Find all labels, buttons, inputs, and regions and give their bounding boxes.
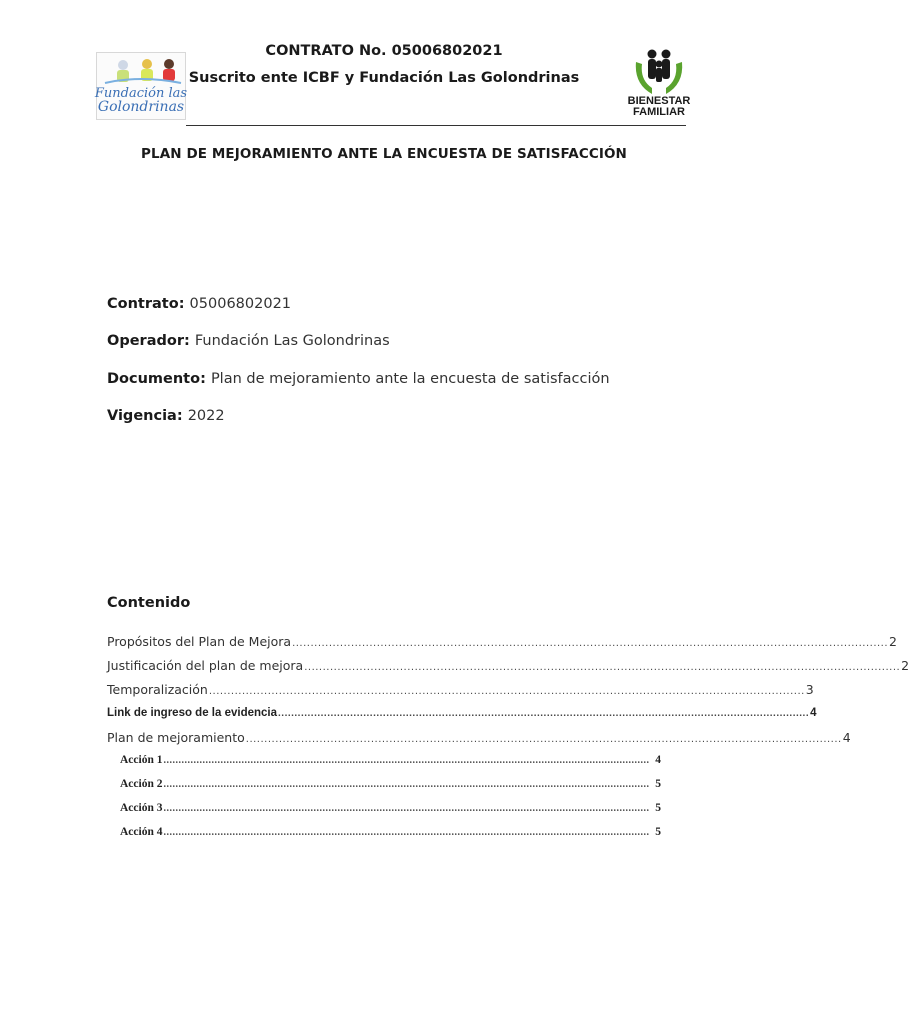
field-value: 05006802021 — [189, 296, 292, 312]
bienestar-text: BIENESTAR — [627, 95, 691, 107]
field-value: 2022 — [187, 408, 225, 424]
toc-page-number: 4 — [842, 730, 851, 745]
toc-page-number: 3 — [805, 682, 814, 697]
toc-leader: .................................................................................................................................................................. — [163, 827, 650, 838]
toc-entry-label: Justificación del plan de mejora — [107, 658, 304, 673]
fundacion-golondrinas-logo — [96, 52, 186, 120]
toc-entry-accion-3[interactable] — [120, 802, 661, 814]
signed-parties-header: Suscrito ente ICBF y Fundación Las Golondrinas — [188, 70, 580, 86]
field-value: Fundación Las Golondrinas — [194, 333, 390, 349]
toc-heading: Contenido — [107, 595, 191, 611]
toc-entry-label: Acción 3 — [120, 802, 163, 814]
toc-entry-accion-1[interactable] — [120, 754, 661, 766]
field-label: Contrato — [107, 296, 179, 312]
toc-page-number: 5 — [655, 802, 661, 814]
toc-entry-label: Acción 1 — [120, 754, 163, 766]
toc-entry-label: Link de ingreso de la evidencia — [107, 707, 278, 719]
toc-leader: .................................................................................................................................................................. — [278, 708, 810, 719]
toc-entry-label: Acción 2 — [120, 778, 163, 790]
contract-number-header: CONTRATO No. 05006802021 — [265, 43, 503, 59]
toc-page-number: 2 — [889, 634, 897, 649]
toc-entry-label: Propósitos del Plan de Mejora — [107, 634, 292, 649]
toc-page-number: 2 — [901, 658, 909, 673]
field-label: Vigencia — [107, 408, 177, 424]
field-vigencia: Vigencia: 2022 — [107, 408, 225, 424]
bienestar-familiar-logo — [627, 44, 691, 122]
toc-entry-link-evidencia[interactable] — [107, 707, 817, 719]
toc-entry-label: Plan de mejoramiento — [107, 730, 245, 745]
toc-page-number: 5 — [655, 826, 661, 838]
header-divider — [186, 125, 686, 126]
toc-page-number: 4 — [810, 707, 817, 719]
toc-entry-plan-mejoramiento[interactable] — [107, 730, 851, 745]
toc-entry-propositos[interactable] — [107, 634, 897, 649]
toc-leader: .................................................................................................................................................................. — [163, 803, 650, 814]
field-label: Documento — [107, 371, 201, 387]
toc-leader: .................................................................................................................................................................. — [245, 734, 842, 745]
field-operador: Operador: Fundación Las Golondrinas — [107, 333, 390, 349]
familiar-text: FAMILIAR — [633, 106, 685, 118]
toc-entry-label: Acción 4 — [120, 826, 163, 838]
toc-entry-temporalizacion[interactable] — [107, 682, 814, 697]
toc-page-number: 5 — [655, 778, 661, 790]
document-title: PLAN DE MEJORAMIENTO ANTE LA ENCUESTA DE SATISFACCIÓN — [141, 146, 627, 162]
svg-text:Golondrinas: Golondrinas — [97, 99, 185, 115]
field-label: Operador — [107, 333, 184, 349]
toc-page-number: 4 — [655, 754, 661, 766]
toc-entry-accion-4[interactable] — [120, 826, 661, 838]
toc-leader: .................................................................................................................................................................. — [208, 686, 805, 697]
field-documento: Documento: Plan de mejoramiento ante la encuesta de satisfacción — [107, 371, 610, 387]
toc-leader: .................................................................................................................................................................. — [292, 638, 889, 649]
field-value: Plan de mejoramiento ante la encuesta de satisfacción — [210, 371, 610, 387]
toc-leader: .................................................................................................................................................................. — [304, 662, 901, 673]
field-contrato: Contrato: 05006802021 — [107, 296, 292, 312]
svg-text:Fundación las: Fundación las — [94, 86, 188, 101]
toc-entry-justificacion[interactable] — [107, 658, 909, 673]
toc-entry-label: Temporalización — [107, 682, 208, 697]
toc-leader: .................................................................................................................................................................. — [163, 779, 650, 790]
toc-entry-accion-2[interactable] — [120, 778, 661, 790]
toc-leader: .................................................................................................................................................................. — [163, 755, 650, 766]
